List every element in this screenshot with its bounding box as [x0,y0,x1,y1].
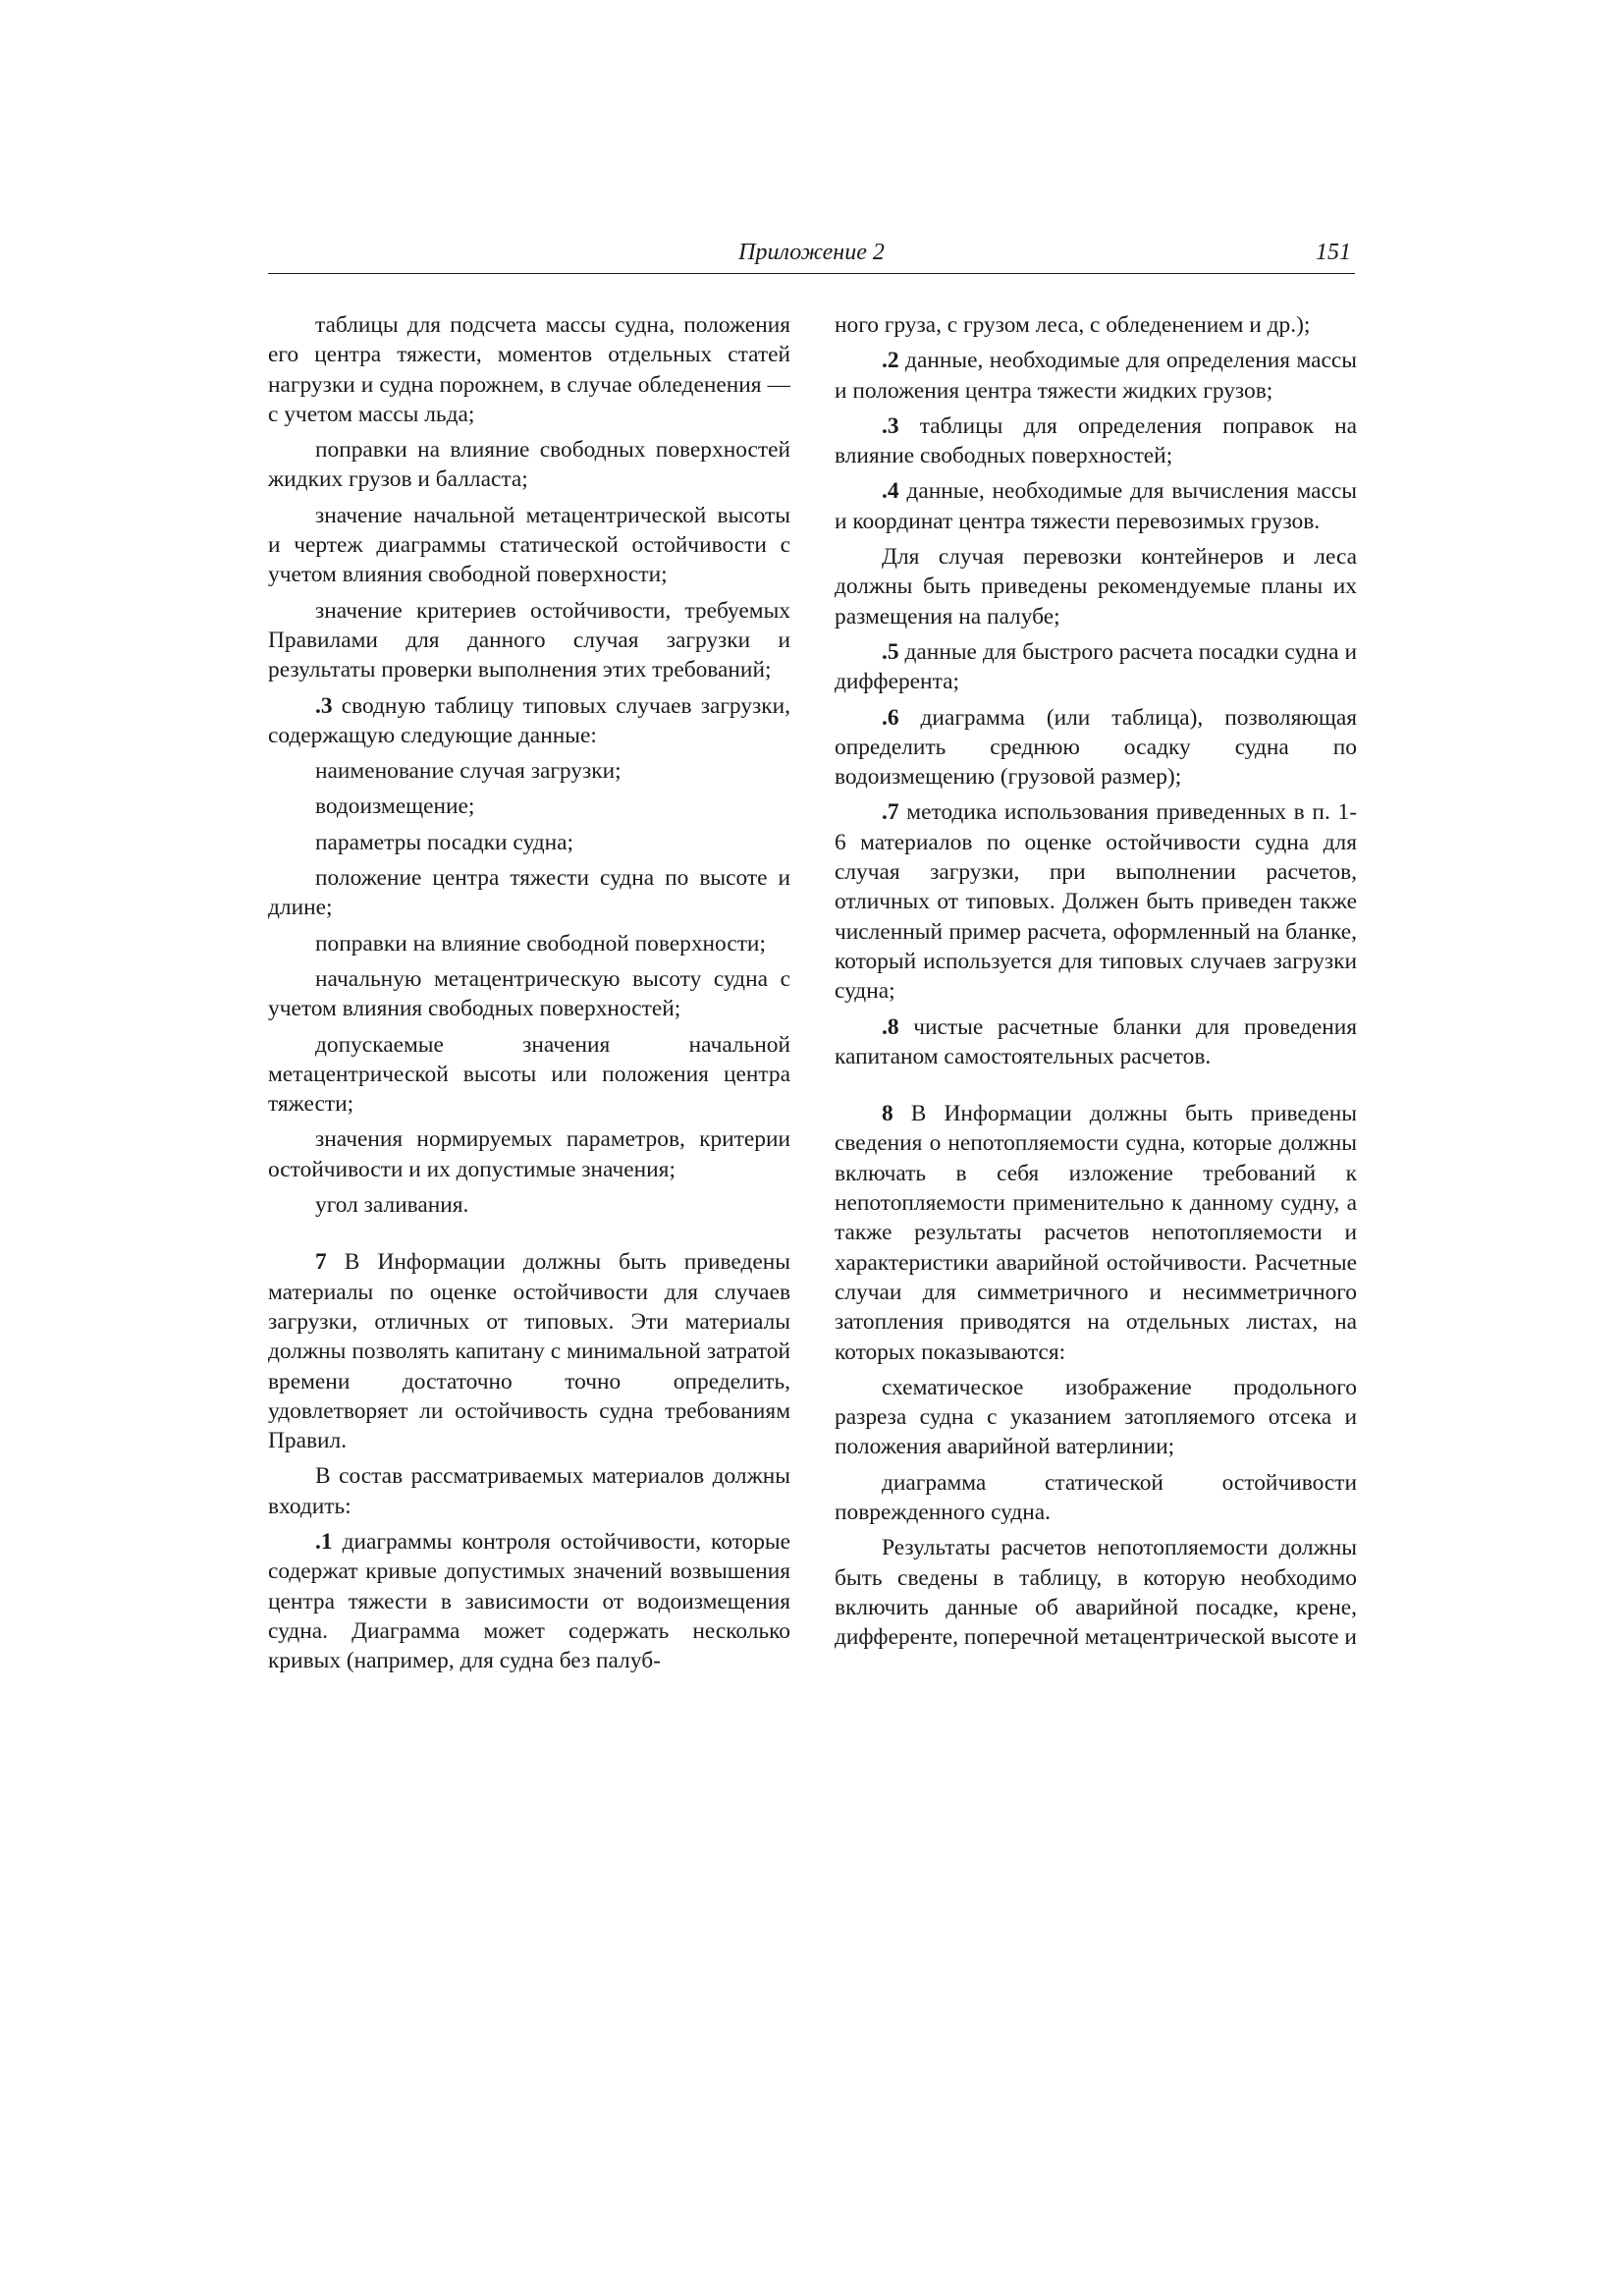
paragraph: .8 чистые расчетные бланки для проведения капитаном самостоятельных расчетов. [835,1013,1357,1069]
paragraph: параметры посадки судна; [315,829,573,855]
paragraph: значение начальной метацентрической высоты и чертеж диаграммы статической остойчивости с учетом влияния свободной поверхности; [268,502,790,588]
section-number: 7 [315,1249,327,1276]
item-number: .5 [882,638,899,665]
item-number: .6 [882,704,899,731]
paragraph: схематическое изображение продольного разреза судна с указанием затопляемого отсека и положения аварийной ватерлинии; [835,1374,1357,1460]
item-number: .2 [882,348,899,374]
page-number: 151 [1316,240,1351,265]
paragraph: Результаты расчетов непотопляемости должны быть сведены в таблицу, в которую необходимо включить данные об аварийной посадке, крене, дифференте, поперечной метацентрической высоте и [835,1535,1357,1651]
paragraph: водоизмещение; [315,793,475,820]
paragraph: .5 данные для быстрого расчета посадки судна и дифферента; [835,638,1357,695]
paragraph: .7 методика использования приведенных в п. 1-6 материалов по оценке остойчивости судна для случая загрузки, при выполнении расчетов, отличных от типовых. Должен быть приведен также численный пример расчета, оформленный на бланке, который используется для типовых случаев загрузки судна; [835,799,1357,1005]
paragraph: значение критериев остойчивости, требуемых Правилами для данного случая загрузки и результаты проверки выполнения этих требований; [268,597,790,683]
paragraph: угол заливания. [315,1192,469,1219]
paragraph: положение центра тяжести судна по высоте и длине; [268,865,790,921]
item-number: .3 [315,692,333,719]
paragraph: начальную метацентрическую высоту судна с учетом влияния свободных поверхностей; [268,965,790,1022]
running-title: Приложение 2 [738,240,885,265]
paragraph: Для случая перевозки контейнеров и леса должны быть приведены рекомендуемые планы их размещения на палубе; [835,544,1357,629]
item-number: .3 [882,412,899,439]
page-header [268,240,1355,274]
paragraph: ного груза, с грузом леса, с обледенением и др.); [835,312,1311,338]
section-paragraph: 7 В Информации должны быть приведены материалы по оценке остойчивости для случаев загрузки, отличных от типовых. Эти материалы должны позволять капитану с минимальной затратой времени достаточно точно определить, удовлетворяет ли остойчивость судна требованиям Правил. [268,1249,790,1454]
item-number: .1 [315,1528,333,1555]
paragraph: .4 данные, необходимые для вычисления массы и координат центра тяжести перевозимых грузов. [835,478,1357,534]
paragraph: .3 сводную таблицу типовых случаев загрузки, содержащую следующие данные: [268,692,790,748]
left-column [268,310,790,1681]
paragraph: .2 данные, необходимые для определения массы и положения центра тяжести жидких грузов; [835,348,1357,404]
paragraph: .6 диаграмма (или таблица), позволяющая определить среднюю осадку судна по водоизмещению (грузовой размер); [835,704,1357,791]
paragraph: наименование случая загрузки; [315,758,622,785]
paragraph: .3 таблицы для определения поправок на влияние свободных поверхностей; [835,412,1357,469]
paragraph: допускаемые значения начальной метацентрической высоты или положения центра тяжести; [268,1031,790,1118]
item-number: .7 [882,799,899,826]
paragraph: .1 диаграммы контроля остойчивости, которые содержат кривые допустимых значений возвышения центра тяжести в зависимости от водоизмещения судна. Диаграмма может содержать несколько кривых (например, для судна без палуб- [268,1528,790,1674]
item-number: .8 [882,1013,899,1040]
right-column [835,310,1357,1658]
paragraph: поправки на влияние свободных поверхностей жидких грузов и балласта; [268,437,790,493]
paragraph: В состав рассматриваемых материалов должны входить: [268,1463,790,1519]
paragraph: таблицы для подсчета массы судна, положения его центра тяжести, моментов отдельных статей нагрузки и судна порожнем, в случае обледенения — с учетом массы льда; [268,312,790,427]
paragraph: диаграмма статической остойчивости поврежденного судна. [835,1469,1357,1525]
section-number: 8 [882,1101,893,1127]
section-paragraph: 8 В Информации должны быть приведены сведения о непотопляемости судна, которые должны включать в себя изложение требований к непотопляемости применительно к данному судну, а также результаты расчетов непотопляемости и характеристики аварийной остойчивости. Расчетные случаи для симметричного и несимметричного затопления приводятся на отдельных листах, на которых показываются: [835,1101,1357,1365]
paragraph: поправки на влияние свободной поверхности; [315,930,766,957]
item-number: .4 [882,478,899,505]
paragraph: значения нормируемых параметров, критерии остойчивости и их допустимые значения; [268,1126,790,1182]
